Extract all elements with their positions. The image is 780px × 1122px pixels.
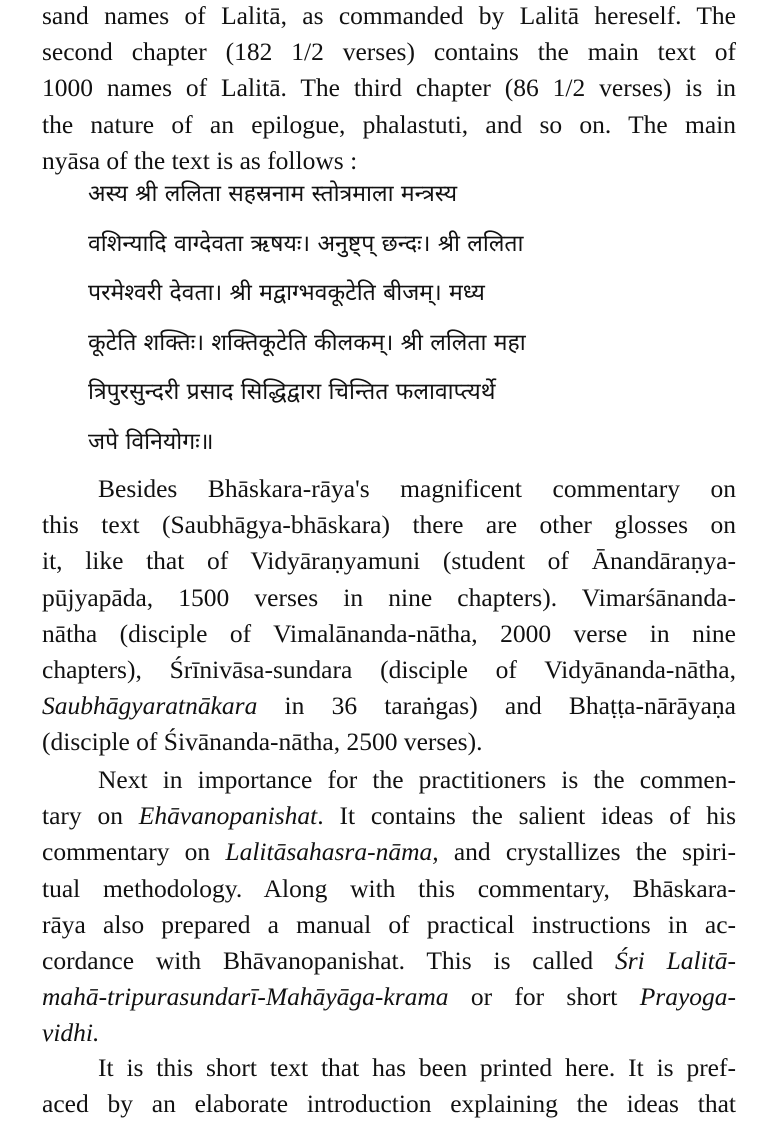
sanskrit-nyasa-block — [88, 170, 628, 467]
text-line: 1000 names of Lalitā. The third chapter (86 1/2 verses) is in — [42, 73, 736, 103]
text-line: rāya also prepared a manual of practical instructions in ac- — [42, 909, 736, 939]
paragraph-commentaries — [42, 471, 736, 761]
text-line: pūjyapāda, 1500 verses in nine chapters). Vimarśānanda- — [42, 582, 736, 612]
text-line: tual methodology. Along with this commentary, Bhāskara- — [42, 873, 736, 903]
sanskrit-line: जपे विनियोगः॥ — [88, 428, 214, 455]
italic-title: vidhi. — [42, 1018, 100, 1048]
paragraph-bhavanopanishat — [42, 762, 736, 1052]
paragraph-short-text — [42, 1050, 736, 1122]
text-line: this text (Saubhāgya-bhāskara) there are other glosses on — [42, 510, 736, 540]
text-line — [42, 834, 736, 870]
text-segment: tary on — [42, 801, 139, 831]
sanskrit-line: कूटेति शक्तिः। शक्तिकूटेति कीलकम्। श्री ललिता महा — [88, 329, 526, 356]
text-line: second chapter (182 1/2 verses) contains the main text of — [42, 37, 736, 67]
italic-title: mahā-tripurasundarī-Mahāyāga-krama — [42, 982, 449, 1012]
text-line: aced by an elaborate introduction explaining the ideas that — [42, 1089, 736, 1119]
text-line — [42, 1015, 736, 1051]
text-line: nātha (disciple of Vimalānanda-nātha, 2000 verse in nine — [42, 618, 736, 648]
italic-title: Prayoga- — [639, 982, 736, 1012]
text-segment: . It contains the salient ideas of his — [317, 801, 736, 831]
text-line: It is this short text that has been printed here. It is pref- — [98, 1053, 736, 1082]
text-line — [42, 688, 736, 724]
sanskrit-line: त्रिपुरसुन्दरी प्रसाद सिद्धिद्वारा चिन्तित फलावाप्त्यर्थे — [88, 379, 496, 405]
text-line — [42, 979, 736, 1015]
sanskrit-line: वशिन्यादि वाग्देवता ऋषयः। अनुष्ट्प् छन्दः। श्री ललिता — [88, 230, 524, 257]
text-line — [42, 798, 736, 834]
italic-title: Saubhāgyaratnākara — [42, 691, 258, 721]
text-segment: cordance with Bhāvanopanishat. This is called — [42, 945, 615, 975]
text-line: (disciple of Śivānanda-nātha, 2500 verses). — [42, 727, 483, 757]
italic-title: Ehāvanopanishat — [138, 801, 318, 831]
sanskrit-line: परमेश्वरी देवता। श्री मद्वाग्भवकूटेति बीजम्। मध्य — [88, 280, 485, 306]
text-line: Next in importance for the practitioners is the commen- — [98, 765, 736, 794]
text-line — [42, 943, 736, 979]
text-segment: commentary on — [42, 837, 226, 867]
sanskrit-line: अस्य श्री ललिता सहस्रनाम स्तोत्रमाला मन्त्रस्य — [88, 181, 458, 207]
text-line: it, like that of Vidyāraṇyamuni (student of Ānandāraṇya- — [42, 546, 736, 576]
italic-title: Śri Lalitā- — [615, 945, 737, 975]
text-line: Besides Bhāskara-rāya's magnificent commentary on — [98, 474, 736, 503]
text-line: chapters), Śrīnivāsa-sundara (disciple of Vidyānanda-nātha, — [42, 654, 736, 684]
text-line: sand names of Lalitā, as commanded by Lalitā hereself. The — [42, 1, 736, 30]
text-line: the nature of an epilogue, phalastuti, and so on. The main — [42, 109, 736, 139]
text-segment: in 36 taraṅgas) and Bhaṭṭa-nārāyaṇa — [257, 691, 736, 721]
paragraph-intro — [42, 0, 736, 179]
italic-title: Lalitāsahasra-nāma, — [225, 837, 439, 867]
text-line: nyāsa of the text is as follows : — [42, 145, 358, 175]
text-segment: and crystallizes the spiri- — [438, 837, 737, 867]
text-segment: or for short — [448, 982, 640, 1012]
